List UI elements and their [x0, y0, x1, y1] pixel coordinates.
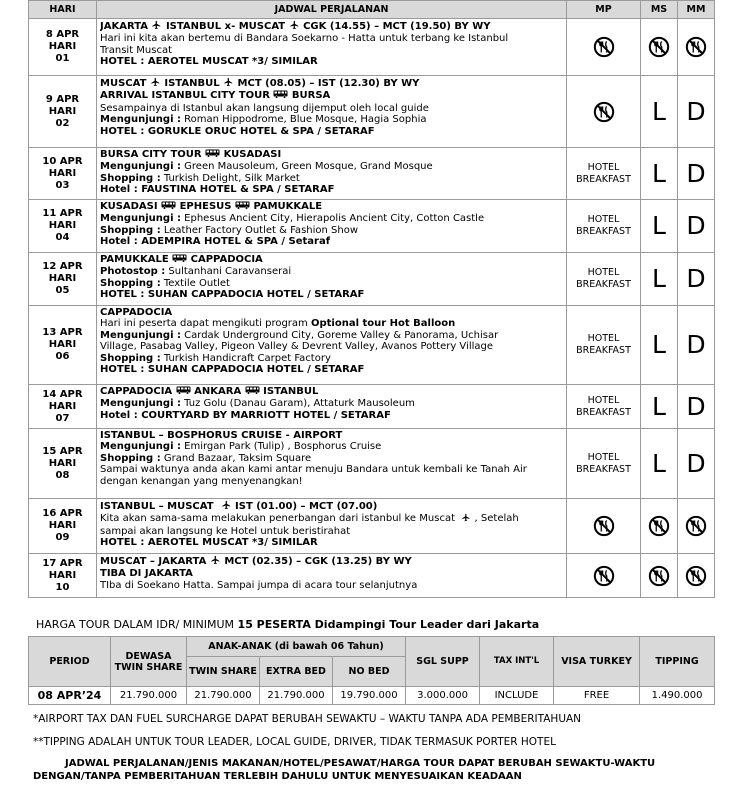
day-date: 13 APR: [42, 327, 83, 338]
meal-mp: [567, 76, 641, 148]
price-header-tipping: TIPPING: [640, 637, 715, 687]
day-text: Hari ini peserta dapat mengikuti program Optional tour Hot Balloon: [100, 318, 456, 330]
price-extra: 21.790.000: [260, 687, 333, 705]
day-hari: HARI: [48, 273, 77, 284]
day-text: Sesampainya di Istanbul akan langsung dijemput oleh local guide: [100, 102, 429, 114]
price-header-nobed: NO BED: [333, 657, 406, 687]
day-cell: [29, 385, 97, 429]
day-text: Sampai waktunya anda akan kami antar menuju Bandara untuk kembali ke Tanah Air: [100, 464, 527, 476]
day-row: [29, 200, 715, 253]
day-subtitle: TIBA DI JAKARTA: [100, 568, 193, 580]
day-title: MUSCAT – JAKARTA MCT (02.35) – CGK (13.25) BY WY: [100, 556, 412, 567]
no-food-icon: [648, 36, 670, 58]
day-row: [29, 148, 715, 200]
day-hari: HARI: [48, 41, 77, 52]
day-number: 06: [55, 351, 70, 362]
day-date: 10 APR: [42, 155, 83, 167]
plane-icon: [151, 20, 162, 33]
day-row: [29, 429, 715, 499]
day-hotel: HOTEL : SUHAN CAPPADOCIA HOTEL / SETARAF: [100, 289, 365, 301]
no-food-icon: [593, 101, 615, 123]
day-number: 03: [55, 179, 70, 191]
day-visit: Mengunjungi : Ephesus Ancient City, Hierapolis Ancient City, Cotton Castle: [100, 213, 485, 225]
meal-mm: D: [678, 385, 715, 429]
price-tax: INCLUDE: [480, 687, 554, 705]
price-nobed: 19.790.000: [333, 687, 406, 705]
day-description: [97, 554, 567, 598]
bus-icon: [205, 149, 220, 161]
day-description: [97, 306, 567, 385]
no-food-icon: [593, 36, 615, 58]
day-title: CAPPADOCIA: [100, 307, 173, 318]
day-hari: HARI: [48, 220, 77, 231]
day-description: [97, 253, 567, 306]
header-mm: MM: [678, 1, 715, 19]
meal-mp: [567, 554, 641, 598]
price-table: [28, 636, 715, 705]
day-cell: [29, 429, 97, 499]
no-food-icon: [648, 565, 670, 587]
day-row: [29, 76, 715, 148]
day-cell: [29, 554, 97, 598]
meal-ms: L: [641, 76, 678, 148]
day-visit: Mengunjungi : Green Mausoleum, Green Mosque, Grand Mosque: [100, 161, 433, 173]
meal-mp: HOTEL BREAKFAST: [567, 306, 641, 385]
day-visit-cont: Village, Pasabag Valley, Pigeon Valley & Devrent Valley, Avanos Pottery Village: [100, 341, 494, 353]
bus-icon: [161, 201, 176, 213]
day-cell: [29, 306, 97, 385]
no-food-icon: [685, 565, 707, 587]
plane-icon: [150, 77, 161, 90]
price-twin: 21.790.000: [187, 687, 260, 705]
meal-mp: [567, 19, 641, 76]
day-number: 02: [55, 117, 70, 129]
day-description: [97, 148, 567, 200]
meal-mm: D: [678, 429, 715, 499]
meal-ms: L: [641, 148, 678, 200]
plane-icon: [223, 77, 234, 90]
day-date: 9 APR: [45, 93, 80, 105]
day-hari: HARI: [48, 520, 77, 531]
meal-ms: [641, 554, 678, 598]
day-row: [29, 253, 715, 306]
no-food-icon: [648, 515, 670, 537]
day-hari: HARI: [48, 105, 77, 117]
price-period: 08 APR’24: [29, 687, 111, 705]
day-title: ISTANBUL – MUSCAT IST (01.00) – MCT (07.00): [100, 501, 378, 512]
bus-icon: [176, 386, 191, 398]
day-hari: HARI: [48, 167, 77, 179]
day-hotel: HOTEL : GORUKLE ORUC HOTEL & SPA / SETARAF: [100, 125, 375, 137]
day-date: 12 APR: [42, 261, 83, 272]
price-header-tax: TAX INT'L: [480, 637, 554, 687]
meal-ms: L: [641, 385, 678, 429]
day-hotel: Hotel : FAUSTINA HOTEL & SPA / SETARAF: [100, 184, 335, 196]
day-date: 17 APR: [42, 557, 83, 569]
day-cell: [29, 148, 97, 200]
day-hotel: Hotel : COURTYARD BY MARRIOTT HOTEL / SETARAF: [100, 409, 391, 421]
meal-mp: HOTEL BREAKFAST: [567, 148, 641, 200]
meal-mm: [678, 19, 715, 76]
day-title: ISTANBUL – BOSPHORUS CRUISE - AIRPORT: [100, 430, 343, 441]
header-mp: MP: [567, 1, 641, 19]
no-food-icon: [593, 565, 615, 587]
meal-ms: L: [641, 253, 678, 306]
no-food-icon: [593, 515, 615, 537]
price-row: [29, 687, 715, 705]
day-shopping: Shopping : Grand Bazaar, Taksim Square: [100, 452, 312, 464]
meal-ms: L: [641, 200, 678, 253]
meal-mp: HOTEL BREAKFAST: [567, 253, 641, 306]
day-description: [97, 429, 567, 499]
meal-mm: D: [678, 76, 715, 148]
price-header-adult: DEWASA TWIN SHARE: [111, 637, 187, 687]
plane-icon: [210, 555, 221, 568]
note-airport-tax: *AIRPORT TAX DAN FUEL SURCHARGE DAPAT BERUBAH SEWAKTU – WAKTU TANPA ADA PEMBERITAHUAN: [33, 713, 582, 725]
meal-mp: HOTEL BREAKFAST: [567, 429, 641, 499]
day-text: sampai akan langsung ke Hotel untuk beristirahat: [100, 525, 351, 537]
day-visit: Mengunjungi : Cardak Underground City, Goreme Valley & Panorama, Uchisar: [100, 329, 499, 341]
note-tipping: **TIPPING ADALAH UNTUK TOUR LEADER, LOCAL GUIDE, DRIVER, TIDAK TERMASUK PORTER HOTEL: [33, 736, 556, 748]
day-hari: HARI: [48, 457, 77, 469]
no-food-icon: [685, 36, 707, 58]
price-title: HARGA TOUR DALAM IDR/ MINIMUM 15 PESERTA Didampingi Tour Leader dari Jakarta: [36, 618, 540, 631]
day-cell: [29, 76, 97, 148]
price-header-twin: TWIN SHARE: [187, 657, 260, 687]
plane-icon: [221, 500, 232, 513]
meal-mm: [678, 499, 715, 554]
day-date: 11 APR: [42, 208, 83, 219]
day-number: 10: [55, 581, 70, 593]
day-number: 04: [55, 232, 70, 243]
itinerary-table: [28, 0, 715, 598]
day-description: [97, 499, 567, 554]
day-text: Transit Muscat: [100, 44, 173, 56]
day-text: Kita akan sama-sama melakukan penerbangan dari istanbul ke Muscat , Setelah: [100, 513, 519, 525]
day-description: [97, 76, 567, 148]
day-hotel: HOTEL : SUHAN CAPPADOCIA HOTEL / SETARAF: [100, 364, 365, 376]
day-date: 8 APR: [45, 29, 80, 40]
day-visit: Mengunjungi : Tuz Golu (Danau Garam), Attaturk Mausoleum: [100, 398, 415, 410]
day-title: JAKARTA ISTANBUL x- MUSCAT CGK (14.55) – MCT (19.50) BY WY: [100, 21, 491, 32]
price-visa: FREE: [554, 687, 640, 705]
day-text: dengan kenangan yang menyenangkan!: [100, 475, 303, 487]
day-cell: [29, 200, 97, 253]
day-title: BURSA CITY TOUR KUSADASI: [100, 149, 282, 160]
day-row: [29, 554, 715, 598]
day-visit: Mengunjungi : Roman Hippodrome, Blue Mosque, Hagia Sophia: [100, 114, 427, 126]
day-subtitle: ARRIVAL ISTANBUL CITY TOUR BURSA: [100, 90, 331, 102]
header-day: HARI: [29, 1, 97, 19]
bus-icon: [245, 386, 260, 398]
itinerary-header-row: [29, 1, 715, 19]
meal-mp: [567, 499, 641, 554]
price-adult: 21.790.000: [111, 687, 187, 705]
day-title: MUSCAT ISTANBUL MCT (08.05) – IST (12.30) BY WY: [100, 78, 420, 89]
day-row: [29, 385, 715, 429]
day-shopping: Shopping : Leather Factory Outlet & Fashion Show: [100, 224, 359, 236]
day-hotel: Hotel : ADEMPIRA HOTEL & SPA / Setaraf: [100, 236, 331, 248]
day-cell: [29, 19, 97, 76]
day-cell: [29, 253, 97, 306]
day-number: 08: [55, 469, 70, 481]
header-ms: MS: [641, 1, 678, 19]
note-disclaimer: JADWAL PERJALANAN/JENIS MAKANAN/HOTEL/PESAWAT/HARGA TOUR DAPAT BERUBAH SEWAKTU-WAKTU DENGAN/TANPA PEMBERITAHUAN TERLEBIH DAHULU UNTUK MENYESUAIKAN KEADAAN: [33, 758, 656, 782]
day-date: 16 APR: [42, 508, 83, 519]
day-description: [97, 19, 567, 76]
day-description: [97, 200, 567, 253]
meal-ms: [641, 499, 678, 554]
day-title: CAPPADOCIA ANKARA ISTANBUL: [100, 386, 319, 397]
header-itinerary: JADWAL PERJALANAN: [97, 1, 567, 19]
meal-ms: L: [641, 429, 678, 499]
day-shopping: Shopping : Textile Outlet: [100, 277, 230, 289]
day-hari: HARI: [48, 569, 77, 581]
meal-mp: HOTEL BREAKFAST: [567, 200, 641, 253]
price-header-sgl: SGL SUPP: [406, 637, 480, 687]
meal-mm: D: [678, 148, 715, 200]
day-text: TIba di Soekano Hatta. Sampai jumpa di acara tour selanjutnya: [100, 579, 418, 591]
bus-icon: [235, 201, 250, 213]
day-date: 14 APR: [42, 388, 83, 400]
day-number: 09: [55, 532, 70, 543]
day-number: 05: [55, 285, 70, 296]
price-tipping: 1.490.000: [640, 687, 715, 705]
day-shopping: Shopping : Turkish Delight, Silk Market: [100, 172, 300, 184]
price-header-visa: VISA TURKEY: [554, 637, 640, 687]
day-date: 15 APR: [42, 445, 83, 457]
day-hotel: HOTEL : AEROTEL MUSCAT *3/ SIMILAR: [100, 56, 318, 68]
bus-icon: [273, 90, 288, 102]
meal-mm: [678, 554, 715, 598]
day-title: PAMUKKALE CAPPADOCIA: [100, 254, 263, 265]
day-hari: HARI: [48, 400, 77, 412]
price-header-extra: EXTRA BED: [260, 657, 333, 687]
day-row: [29, 19, 715, 76]
meal-ms: [641, 19, 678, 76]
day-row: [29, 499, 715, 554]
price-header-period: PERIOD: [29, 637, 111, 687]
day-title: KUSADASI EPHESUS PAMUKKALE: [100, 201, 323, 212]
meal-mm: D: [678, 200, 715, 253]
day-shopping: Shopping : Turkish Handicraft Carpet Factory: [100, 352, 331, 364]
day-visit: Mengunjungi : Emirgan Park (Tulip) , Bosphorus Cruise: [100, 441, 382, 453]
day-number: 01: [55, 53, 70, 64]
day-hari: HARI: [48, 339, 77, 350]
day-row: [29, 306, 715, 385]
day-photostop: Photostop : Sultanhani Caravanserai: [100, 266, 292, 278]
bus-icon: [172, 254, 187, 266]
day-cell: [29, 499, 97, 554]
price-header-row: [29, 637, 715, 657]
meal-mp: HOTEL BREAKFAST: [567, 385, 641, 429]
price-header-children: ANAK-ANAK (di bawah 06 Tahun): [187, 637, 406, 657]
meal-mm: D: [678, 253, 715, 306]
meal-mm: D: [678, 306, 715, 385]
plane-icon: [461, 513, 471, 525]
meal-ms: L: [641, 306, 678, 385]
plane-icon: [289, 20, 300, 33]
price-sgl: 3.000.000: [406, 687, 480, 705]
day-text: Hari ini kita akan bertemu di Bandara Soekarno - Hatta untuk terbang ke Istanbul: [100, 33, 509, 45]
day-number: 07: [55, 412, 70, 424]
day-description: [97, 385, 567, 429]
day-hotel: HOTEL : AEROTEL MUSCAT *3/ SIMILAR: [100, 537, 318, 549]
no-food-icon: [685, 515, 707, 537]
